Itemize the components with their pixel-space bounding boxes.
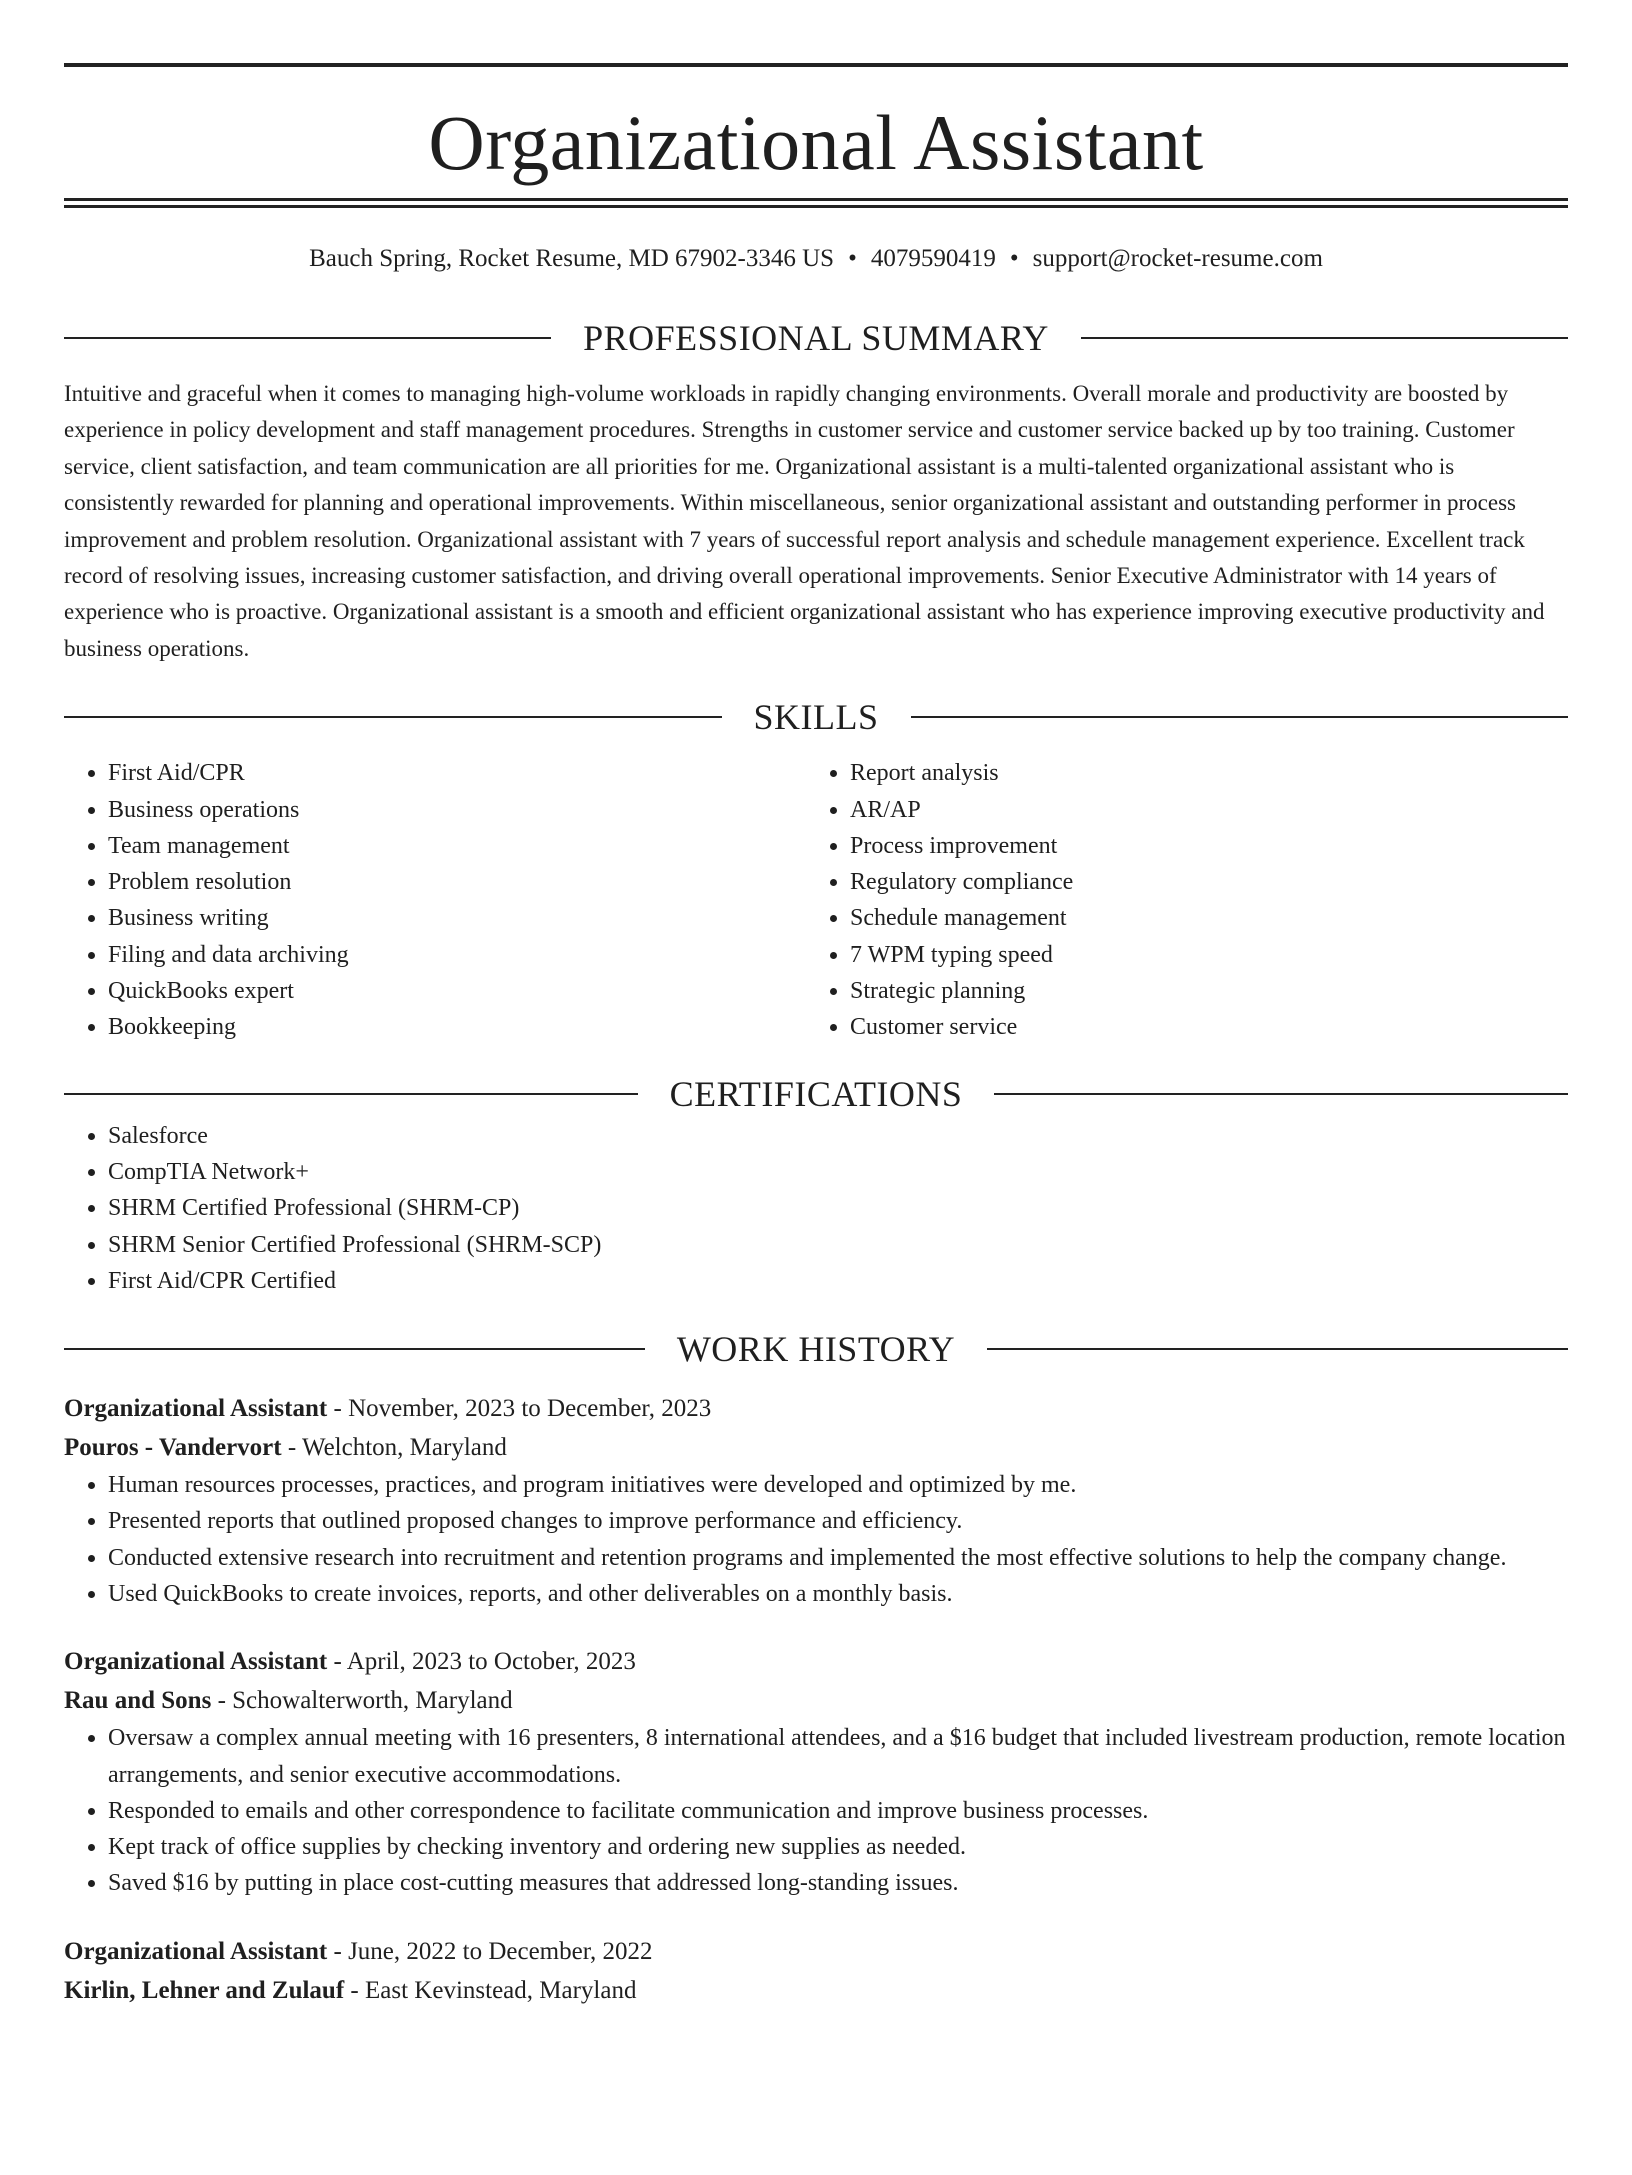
job-duty: • Kept track of office supplies by checking inventory and ordering new supplies as needed. [108,1829,1568,1865]
heading-rule-left [64,1348,645,1350]
heading-rule-right [911,716,1569,718]
job-company-line: Kirlin, Lehner and Zulauf - East Kevinstead, Maryland [64,1976,637,2004]
section-heading-label: CERTIFICATIONS [669,1073,963,1114]
heading-rule-right [1081,337,1568,339]
skill-item: • First Aid/CPR [108,755,806,791]
heading-rule-left [64,716,722,718]
contact-line [64,244,1568,284]
certification-item: • SHRM Senior Certified Professional (SHRM-SCP) [108,1227,1568,1263]
skill-item: • Process improvement [850,828,1548,864]
job-company: Pouros - Vandervort [64,1434,282,1462]
job-duties-list [64,1720,1568,1901]
job-duty: • Presented reports that outlined proposed changes to improve performance and efficiency. [108,1503,1568,1539]
job-duty: • Oversaw a complex annual meeting with 16 presenters, 8 international attendees, and a $16 budget that included livestream production, remote location arrangements, and senior executive accommodations. [108,1720,1568,1793]
heading-rule-left [64,1093,638,1095]
skill-item: • AR/AP [850,792,1548,828]
section-heading-label: SKILLS [753,697,879,738]
skill-item: • Business operations [108,792,806,828]
skill-item: • Business writing [108,900,806,936]
skill-item: • Schedule management [850,900,1548,936]
section-heading-work-history [64,1325,1568,1373]
section-heading-label: WORK HISTORY [676,1329,956,1370]
section-heading-certifications [64,1070,1568,1118]
resume-page [0,63,1632,2175]
contact-separator: • [848,245,857,272]
skill-item: • Regulatory compliance [850,864,1548,900]
job-duty: • Human resources processes, practices, and program initiatives were developed and optimized by me. [108,1467,1568,1503]
section-heading-summary [64,314,1568,362]
job-title: Organizational Assistant [64,1937,328,1965]
certification-item: • First Aid/CPR Certified [108,1263,1568,1299]
certification-item: • Salesforce [108,1118,1568,1154]
skill-item: • 7 WPM typing speed [850,937,1548,973]
job-entry [64,1642,1568,1901]
skill-item: • QuickBooks expert [108,973,806,1009]
certifications-list [64,1118,1568,1299]
summary-text: Intuitive and graceful when it comes to managing high-volume workloads in rapidly changing environments. Overall morale and productivity are boosted by experience in policy development and staff management procedures. Strengths in customer service and customer service backed up by too training. Customer service, client satisfaction, and team communication are all priorities for me. Organizational assistant is a multi-talented organizational assistant who is consistently rewarded for planning and operational improvements. Within miscellaneous, senior organizational assistant and outstanding performer in process improvement and problem resolution. Organizational assistant with 7 years of successful report analysis and schedule management experience. Excellent track record of resolving issues, increasing customer satisfaction, and driving overall operational improvements. Senior Executive Administrator with 14 years of experience who is proactive. Organizational assistant is a smooth and efficient organizational assistant who has experience improving executive productivity and business operations. [64,381,1545,661]
skills-list [64,755,1568,1045]
job-title-line: Organizational Assistant - June, 2022 to December, 2022 [64,1937,653,1965]
title-double-rule [64,198,1568,208]
job-duty: • Responded to emails and other correspondence to facilitate communication and improve business processes. [108,1793,1568,1829]
job-dates: June, 2022 to December, 2022 [348,1937,653,1965]
skill-item: • Report analysis [850,755,1548,791]
job-location: Welchton, Maryland [301,1434,507,1462]
job-dates: November, 2023 to December, 2023 [348,1395,712,1423]
skill-item: • Team management [108,828,806,864]
section-heading-label: PROFESSIONAL SUMMARY [583,318,1049,358]
job-company: Kirlin, Lehner and Zulauf [64,1976,345,2004]
job-location: East Kevinstead, Maryland [365,1976,637,2004]
resume-title: Organizational Assistant [428,99,1204,186]
skills-column-right [806,755,1548,1045]
contact-address: Bauch Spring, Rocket Resume, MD 67902-3346 US [309,245,835,272]
job-title-line: Organizational Assistant - November, 2023 to December, 2023 [64,1395,712,1423]
job-duties-list [64,1467,1568,1612]
contact-separator: • [1009,245,1019,272]
skill-item: • Bookkeeping [108,1009,806,1045]
job-duty: • Used QuickBooks to create invoices, reports, and other deliverables on a monthly basis. [108,1576,1568,1612]
job-company-line: Rau and Sons - Schowalterworth, Maryland [64,1687,513,1715]
section-heading-skills [64,693,1568,741]
skills-column-left [64,755,806,1045]
job-location: Schowalterworth, Maryland [232,1687,513,1715]
job-title: Organizational Assistant [64,1395,328,1423]
heading-rule-left [64,337,551,339]
skill-item: • Problem resolution [108,864,806,900]
contact-email[interactable]: support@rocket-resume.com [1032,245,1323,272]
skill-item: • Filing and data archiving [108,937,806,973]
skill-item: • Customer service [850,1009,1548,1045]
certification-item: • CompTIA Network+ [108,1154,1568,1190]
job-company-line: Pouros - Vandervort - Welchton, Maryland [64,1434,507,1462]
contact-phone[interactable]: 4079590419 [870,245,996,272]
job-company: Rau and Sons [64,1687,212,1715]
heading-rule-right [987,1348,1568,1350]
job-title: Organizational Assistant [64,1648,328,1676]
job-entry [64,1932,1568,2010]
certification-item: • SHRM Certified Professional (SHRM-CP) [108,1190,1568,1226]
job-duty: • Saved $16 by putting in place cost-cutting measures that addressed long-standing issues. [108,1865,1568,1901]
heading-rule-right [994,1093,1568,1095]
job-duty: • Conducted extensive research into recruitment and retention programs and implemented the most effective solutions to help the company change. [108,1540,1568,1576]
skill-item: • Strategic planning [850,973,1548,1009]
job-entry [64,1389,1568,1612]
job-dates: April, 2023 to October, 2023 [346,1648,636,1676]
job-title-line: Organizational Assistant - April, 2023 to October, 2023 [64,1648,636,1676]
